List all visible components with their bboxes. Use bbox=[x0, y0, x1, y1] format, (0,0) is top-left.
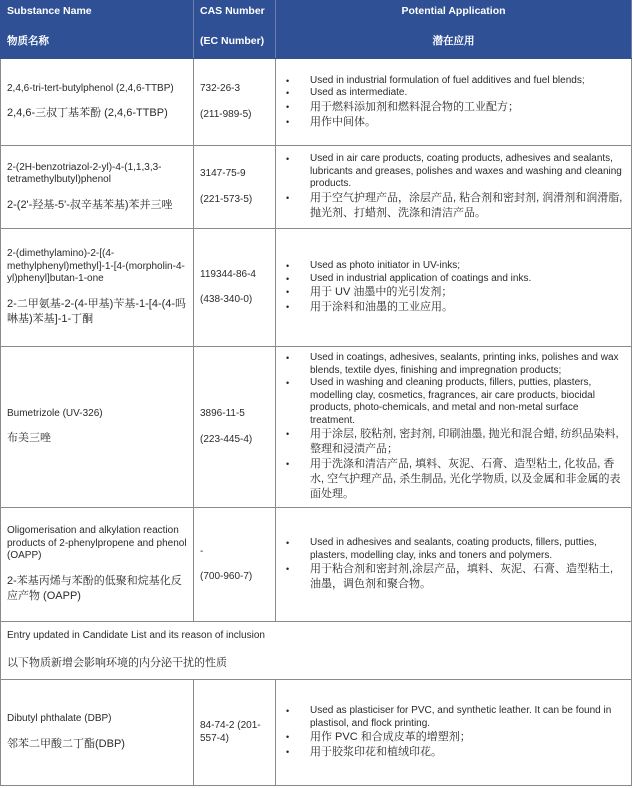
substance-name-zh: 2-二甲氨基-2-(4-甲基)苄基-1-[4-(4-吗啉基)苯基]-1-丁酮 bbox=[7, 297, 187, 325]
substance-name-cell bbox=[1, 508, 194, 622]
header-potential-application-en: Potential Application bbox=[401, 5, 506, 17]
application-item: • 用于涂层, 胶粘剂, 密封剂, 印刷油墨, 抛光和混合蜡, 纺织品染料, 整理和浸渍产品； bbox=[284, 427, 625, 457]
application-list bbox=[284, 75, 625, 130]
application-item: • Used in industrial formulation of fuel additives and fuel blends; bbox=[284, 75, 625, 88]
ec-number: (211-989-5) bbox=[200, 108, 252, 120]
header-potential-application bbox=[276, 1, 632, 59]
table-row bbox=[1, 146, 632, 229]
application-item: • 用于空气护理产品，涂层产品, 粘合剂和密封剂, 润滑剂和润滑脂, 抛光剂、打蜡剂、洗涤和清洁产品。 bbox=[284, 191, 625, 221]
ec-number: (223-445-4) bbox=[200, 433, 253, 445]
substance-name-cell bbox=[1, 680, 194, 786]
application-cell bbox=[276, 229, 632, 347]
application-list bbox=[284, 705, 625, 760]
substance-name-zh: 2,4,6-三叔丁基苯酚 (2,4,6-TTBP) bbox=[7, 107, 168, 120]
note-text-zh: 以下物质新增会影响环境的内分泌干扰的性质 bbox=[7, 656, 227, 669]
header-cas-number bbox=[194, 1, 276, 59]
ec-number: (438-340-0) bbox=[200, 294, 253, 305]
substance-name-zh: 邻苯二甲酸二丁酯(DBP) bbox=[7, 737, 125, 750]
application-item: • 用于 UV 油墨中的光引发剂； bbox=[284, 285, 625, 300]
header-substance-name-en: Substance Name bbox=[7, 5, 92, 17]
application-item: • Used in air care products, coating products, adhesives and sealants, lubricants and greases, polishes and waxes and washing and cleaning products. bbox=[284, 153, 625, 191]
table-row bbox=[1, 347, 632, 508]
substance-name-zh: 2-(2'-羟基-5'-叔辛基苯基)苯并三唑 bbox=[7, 198, 173, 211]
table-row bbox=[1, 508, 632, 622]
application-item: • Used in washing and cleaning products, fillers, putties, plasters, modelling clay, cosmetics, fragrances, air care products, biocidal products, photo-chemicals, and metal and non-metal surface treatment. bbox=[284, 377, 625, 427]
application-item: • 用于涂料和油墨的工业应用。 bbox=[284, 300, 625, 315]
application-item: • 用于燃料添加剂和燃料混合物的工业配方； bbox=[284, 100, 625, 115]
application-cell bbox=[276, 508, 632, 622]
header-potential-application-zh: 潜在应用 bbox=[432, 35, 475, 47]
ec-number: (221-573-5) bbox=[200, 193, 253, 205]
application-list bbox=[284, 352, 625, 502]
cas-ec-cell bbox=[194, 347, 276, 508]
cas-ec-cell bbox=[194, 229, 276, 347]
header-substance-name bbox=[1, 1, 194, 59]
cas-ec-cell bbox=[194, 508, 276, 622]
cas-number: - bbox=[200, 545, 204, 557]
substance-name-en: 2-(2H-benzotriazol-2-yl)-4-(1,1,3,3-tetramethylbutyl)phenol bbox=[7, 161, 162, 185]
cas-ec-cell bbox=[194, 680, 276, 786]
application-item: • Used as intermediate. bbox=[284, 87, 625, 100]
application-item: • Used as photo initiator in UV-inks; bbox=[284, 260, 625, 273]
candidate-list-note-cell bbox=[1, 622, 632, 680]
substance-name-en: Dibutyl phthalate (DBP) bbox=[7, 713, 112, 725]
substance-name-cell bbox=[1, 229, 194, 347]
application-cell bbox=[276, 347, 632, 508]
cas-number: 119344-86-4 bbox=[200, 268, 256, 280]
application-item: • 用于粘合剂和密封剂,涂层产品，填料、灰泥、石膏、造型粘土, 油墨，调色剂和聚合物。 bbox=[284, 562, 625, 592]
table-row bbox=[1, 680, 632, 786]
application-item: • 用于胶浆印花和植绒印花。 bbox=[284, 745, 625, 760]
ec-number: (700-960-7) bbox=[200, 571, 253, 582]
application-cell bbox=[276, 146, 632, 229]
application-item: • 用作中间体。 bbox=[284, 115, 625, 130]
substance-name-cell bbox=[1, 59, 194, 146]
substance-name-en: 2,4,6-tri-tert-butylphenol (2,4,6-TTBP) bbox=[7, 82, 174, 94]
substance-name-zh: 布美三唑 bbox=[7, 432, 51, 445]
table-row bbox=[1, 59, 632, 146]
cas-ec-cell bbox=[194, 59, 276, 146]
table-row bbox=[1, 229, 632, 347]
table-header-row bbox=[1, 1, 632, 59]
substance-name-en: Oligomerisation and alkylation reaction products of 2-phenylpropene and phenol (OAPP) bbox=[7, 525, 187, 562]
application-cell bbox=[276, 680, 632, 786]
cas-number: 732-26-3 bbox=[200, 83, 241, 94]
cas-ec-cell bbox=[194, 146, 276, 229]
application-cell bbox=[276, 59, 632, 146]
header-ec-number: (EC Number) bbox=[200, 35, 265, 47]
application-item: • Used in adhesives and sealants, coating products, fillers, putties, plasters, modelling clay, inks and toners and polymers. bbox=[284, 537, 625, 562]
substance-name-cell bbox=[1, 347, 194, 508]
application-item: • Used as plasticiser for PVC, and synthetic leather. It can be found in plastisol, and flock printing. bbox=[284, 705, 625, 730]
cas-number: 3147-75-9 bbox=[200, 168, 246, 179]
substance-name-cell bbox=[1, 146, 194, 229]
application-item: • Used in industrial application of coatings and inks. bbox=[284, 273, 625, 286]
note-text-en: Entry updated in Candidate List and its reason of inclusion bbox=[7, 630, 265, 642]
application-item: • 用作 PVC 和合成皮革的增塑剂； bbox=[284, 730, 625, 745]
cas-ec-number: 84-74-2 (201-557-4) bbox=[200, 720, 261, 744]
application-list bbox=[284, 153, 625, 221]
substance-name-zh: 2-苯基丙烯与苯酚的低聚和烷基化反应产物 (OAPP) bbox=[7, 574, 182, 602]
substance-name-en: Bumetrizole (UV-326) bbox=[7, 407, 103, 419]
application-item: • Used in coatings, adhesives, sealants, printing inks, polishes and wax blends, textile dyes, finishing and impregnation products; bbox=[284, 352, 625, 377]
header-substance-name-zh: 物质名称 bbox=[7, 35, 49, 47]
cas-number: 3896-11-5 bbox=[200, 408, 245, 419]
application-item: • 用于洗涤和清洁产品, 填料、灰泥、石膏、造型粘土, 化妆品, 香水, 空气护理产品, 杀生制品, 光化学物质, 以及金属和非金属的表面处理。 bbox=[284, 457, 625, 502]
application-list bbox=[284, 260, 625, 315]
application-list bbox=[284, 537, 625, 592]
candidate-list-note-row bbox=[1, 622, 632, 680]
substance-name-en: 2-(dimethylamino)-2-[(4-methylphenyl)methyl]-1-[4-(morpholin-4-yl)phenyl]butan-1-one bbox=[7, 248, 185, 285]
header-cas-number-en: CAS Number bbox=[200, 5, 265, 17]
